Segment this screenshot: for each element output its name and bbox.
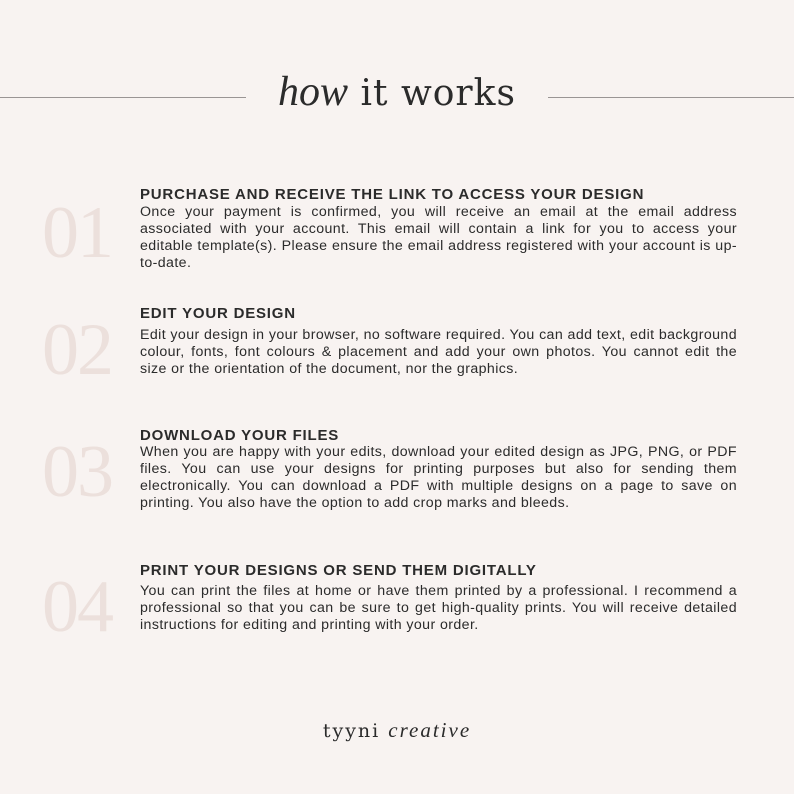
step-number: 02 — [42, 309, 112, 391]
step-number: 04 — [42, 566, 112, 648]
brand-logo — [0, 718, 794, 743]
page-title — [246, 68, 548, 116]
step-text: Once your payment is confirmed, you will receive an email at the email address associated with your account. This email will contain a link for you to access your editable template(s). Please ensure the email address registered with your account is up-to-date. — [140, 204, 737, 271]
page-title-italic: how — [278, 69, 349, 115]
step-heading: PURCHASE AND RECEIVE THE LINK TO ACCESS YOUR DESIGN — [140, 186, 645, 203]
header-divider-left — [0, 97, 246, 98]
step-heading: DOWNLOAD YOUR FILES — [140, 427, 340, 444]
step-text: You can print the files at home or have them printed by a professional. I recommend a professional so that you can be sure to get high-quality prints. You will receive detailed instructions for editing and printing with your order. — [140, 583, 737, 633]
brand-regular: tyyni — [322, 720, 381, 742]
page-title-rest: it works — [360, 73, 516, 114]
step-number: 01 — [42, 192, 112, 274]
step-heading: PRINT YOUR DESIGNS OR SEND THEM DIGITALLY — [140, 562, 537, 579]
step-number: 03 — [42, 431, 112, 513]
header-divider-right — [548, 97, 794, 98]
step-heading: EDIT YOUR DESIGN — [140, 305, 296, 322]
step-text: Edit your design in your browser, no software required. You can add text, edit background colour, fonts, font colours & placement and add your own photos. You cannot edit the size or the orientation of the document, nor the graphics. — [140, 327, 737, 377]
step-text: When you are happy with your edits, download your edited design as JPG, PNG, or PDF files. You can use your designs for printing purposes but also for sending them electronically. You can download a PDF with multiple designs on a page to save on printing. You also have the option to add crop marks and bleeds. — [140, 444, 737, 511]
brand-italic: creative — [388, 718, 472, 742]
